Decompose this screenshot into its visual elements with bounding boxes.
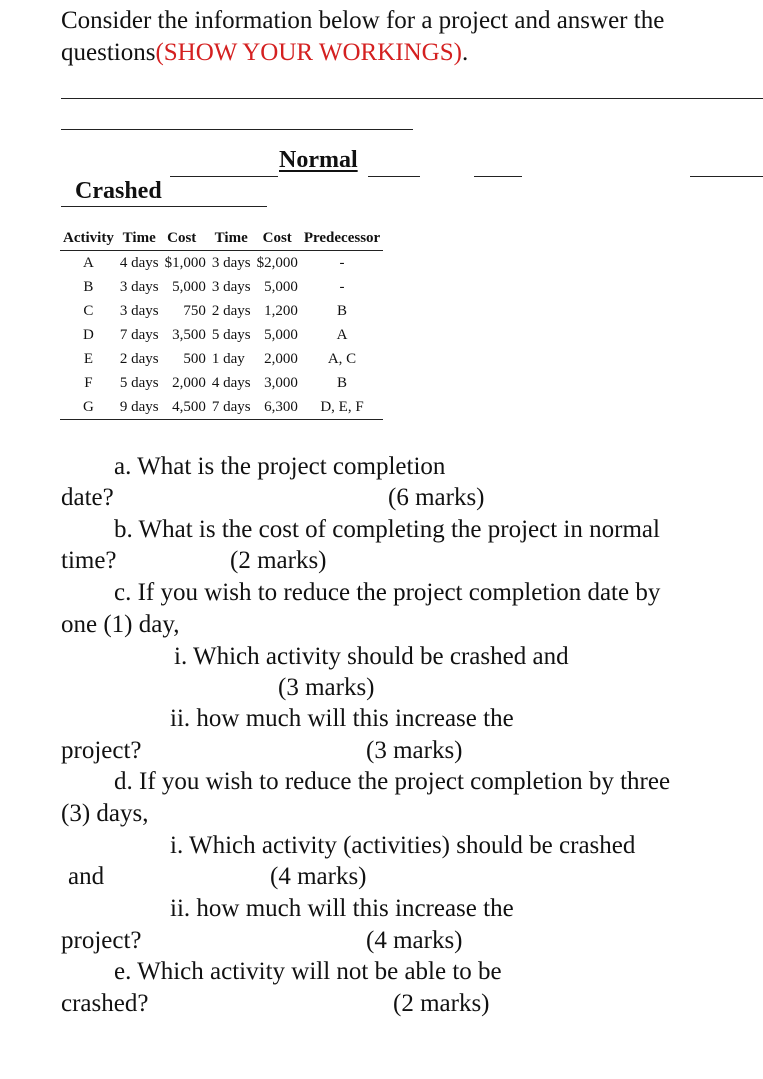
- cell-crashed-cost: $2,000: [256, 255, 298, 271]
- cell-normal-time: 7 days: [119, 327, 159, 343]
- question-b-marks: (2 marks): [230, 547, 327, 574]
- cell-predecessor: B: [337, 375, 348, 391]
- question-e-line-1: e. Which activity will not be able to be: [114, 958, 502, 985]
- question-d-and: and: [68, 863, 105, 890]
- question-d-line-1: d. If you wish to reduce the project completion by three: [114, 768, 671, 795]
- cell-normal-cost: $1,000: [164, 255, 206, 271]
- activity-table: [60, 226, 383, 420]
- cell-crashed-cost: 2,000: [264, 351, 298, 367]
- cell-normal-cost: 5,000: [172, 279, 206, 295]
- header-rule-right: [368, 176, 420, 177]
- cell-crashed-cost: 5,000: [264, 279, 298, 295]
- cell-crashed-time: 2 days: [211, 303, 251, 319]
- question-a-marks: (6 marks): [388, 484, 485, 511]
- question-c-line-1: c. If you wish to reduce the project completion date by: [114, 579, 661, 606]
- question-b-line-2: time?: [61, 547, 117, 574]
- intro-period: .: [461, 39, 469, 66]
- col-normal-cost: Cost: [162, 226, 209, 251]
- question-a-line-2: date?: [61, 484, 114, 511]
- cell-normal-cost: 750: [183, 303, 206, 319]
- crashed-header: Crashed: [75, 178, 162, 204]
- table-row: [60, 347, 383, 371]
- cell-normal-cost: 2,000: [172, 375, 206, 391]
- table-row: [60, 395, 383, 420]
- col-activity: Activity: [60, 226, 117, 251]
- question-d-line-2: (3) days,: [61, 800, 149, 827]
- table-row: [60, 323, 383, 347]
- intro-line-1: Consider the information below for a project and answer the: [61, 7, 665, 34]
- cell-activity: F: [84, 375, 93, 391]
- answer-line-2: [61, 129, 413, 130]
- cell-predecessor: A: [336, 327, 348, 343]
- col-predecessor: Predecessor: [301, 226, 383, 251]
- crashed-rule: [61, 206, 267, 207]
- question-a-line-1: a. What is the project completion: [114, 453, 446, 480]
- question-c-i: i. Which activity should be crashed and: [174, 643, 569, 670]
- question-d-i: i. Which activity (activities) should be crashed: [170, 832, 636, 859]
- cell-crashed-cost: 6,300: [254, 395, 301, 420]
- cell-predecessor: -: [339, 279, 345, 295]
- cell-activity: D: [82, 327, 94, 343]
- cell-crashed-time: 4 days: [211, 375, 251, 391]
- question-c-ii: ii. how much will this increase the: [170, 705, 514, 732]
- intro-questions-text: questions: [61, 39, 156, 66]
- question-e-marks: (2 marks): [393, 990, 490, 1017]
- cell-normal-time: 3 days: [119, 303, 159, 319]
- header-rule-left-a: [170, 176, 206, 177]
- cell-crashed-time: 5 days: [211, 327, 251, 343]
- header-rule-far: [690, 176, 763, 177]
- intro-line-2: [61, 38, 468, 68]
- cell-predecessor: D, E, F: [301, 395, 383, 420]
- col-normal-time: Time: [117, 226, 162, 251]
- question-b-line-1: b. What is the cost of completing the project in normal: [114, 516, 660, 543]
- cell-activity: B: [83, 279, 94, 295]
- cell-crashed-cost: 1,200: [264, 303, 298, 319]
- table-row: [60, 299, 383, 323]
- cell-normal-time: 5 days: [119, 375, 159, 391]
- question-c-i-marks: (3 marks): [278, 674, 375, 701]
- normal-header: Normal: [279, 147, 358, 173]
- cell-normal-cost: 500: [183, 351, 206, 367]
- cell-normal-cost: 4,500: [162, 395, 209, 420]
- question-c-line-2: one (1) day,: [61, 611, 180, 638]
- cell-predecessor: B: [337, 303, 348, 319]
- answer-line-1: [61, 98, 763, 99]
- show-workings-text: (SHOW YOUR WORKINGS): [155, 39, 462, 66]
- col-crashed-cost: Cost: [254, 226, 301, 251]
- cell-predecessor: -: [339, 255, 345, 271]
- cell-normal-cost: 3,500: [172, 327, 206, 343]
- cell-crashed-time: 7 days: [209, 395, 254, 420]
- question-c-ii-line-2: project?: [61, 737, 142, 764]
- cell-crashed-time: 3 days: [211, 255, 251, 271]
- table-row: [60, 371, 383, 395]
- col-crashed-time: Time: [209, 226, 254, 251]
- question-d-i-marks: (4 marks): [270, 863, 367, 890]
- cell-crashed-cost: 5,000: [264, 327, 298, 343]
- question-d-ii-marks: (4 marks): [366, 927, 463, 954]
- cell-normal-time: 2 days: [119, 351, 159, 367]
- cell-normal-time: 9 days: [117, 395, 162, 420]
- cell-crashed-cost: 3,000: [264, 375, 298, 391]
- cell-activity: G: [60, 395, 117, 420]
- cell-activity: E: [83, 351, 93, 367]
- table-header-row: [60, 226, 383, 251]
- cell-activity: C: [83, 303, 94, 319]
- table-row: [60, 275, 383, 299]
- header-rule-mid: [474, 176, 522, 177]
- cell-predecessor: A, C: [327, 351, 357, 367]
- question-d-ii: ii. how much will this increase the: [170, 895, 514, 922]
- cell-crashed-time: 3 days: [211, 279, 251, 295]
- cell-activity: A: [82, 255, 94, 271]
- cell-normal-time: 3 days: [119, 279, 159, 295]
- table-row: [60, 251, 383, 276]
- header-rule-left-b: [206, 176, 278, 177]
- question-c-ii-marks: (3 marks): [366, 737, 463, 764]
- cell-crashed-time: 1 day: [211, 351, 245, 367]
- cell-normal-time: 4 days: [119, 255, 159, 271]
- question-d-ii-line-2: project?: [61, 927, 142, 954]
- question-e-line-2: crashed?: [61, 990, 149, 1017]
